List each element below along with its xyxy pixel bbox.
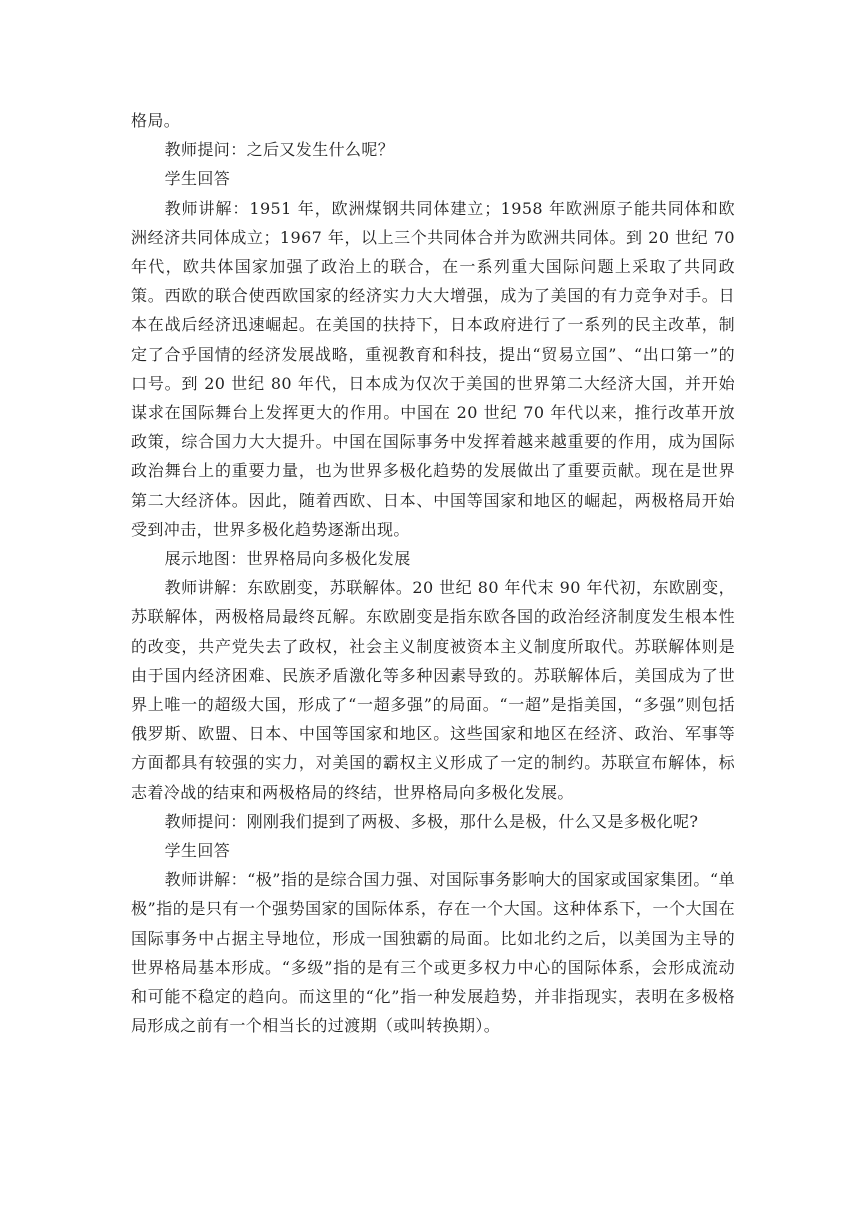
paragraph-student-answer-1: 学生回答: [164, 169, 231, 189]
paragraph-teacher-explanation-3: 教师讲解：“极”指的是综合国力强、对国际事务影响大的国家或国家集团。“单极”指的是只有一个强势国家的国际体系，存在一个大国。这种体系下，一个大国在国际事务中占据主导地位，形成一国独霸的局面。比如北约之后，以美国为主导的世界格局基本形成。“多级”指的是有三个或更多权力中心的国际体系，会形成流动和可能不稳定的趋向。而这里的“化”指一种发展趋势，并非指现实，表明在多极格局形成之前有一个相当长的过渡期（或叫转换期）。: [131, 870, 735, 1036]
paragraph-teacher-explanation-2: 教师讲解：东欧剧变，苏联解体。20 世纪 80 年代末 90 年代初，东欧剧变，苏联解体，两极格局最终瓦解。东欧剧变是指东欧各国的政治经济制度发生根本性的改变，共产党失去了政权，社会主义制度被资本主义制度所取代。苏联解体则是由于国内经济困难、民族矛盾激化等多种因素导致的。苏联解体后，美国成为了世界上唯一的超级大国，形成了“一超多强”的局面。“一超”是指美国，“多强”则包括俄罗斯、欧盟、日本、中国等国家和地区。这些国家和地区在经济、政治、军事等方面都具有较强的实力，对美国的霸权主义形成了一定的制约。苏联宣布解体，标志着冷战的结束和两极格局的终结，世界格局向多极化发展。: [131, 578, 735, 802]
paragraph-teacher-question-1: 教师提问：之后又发生什么呢？: [164, 140, 395, 160]
paragraph-map-display: 展示地图：世界格局向多极化发展: [164, 549, 411, 569]
paragraph-teacher-question-2: 教师提问：刚刚我们提到了两极、多极，那什么是极，什么又是多极化呢?: [164, 811, 699, 831]
document-body: [131, 106, 735, 1041]
paragraph-continuation: 格局。: [131, 111, 181, 130]
paragraph-student-answer-2: 学生回答: [164, 841, 231, 861]
paragraph-teacher-explanation-1: 教师讲解：1951 年，欧洲煤钢共同体建立；1958 年欧洲原子能共同体和欧洲经济共同体成立；1967 年，以上三个共同体合并为欧洲共同体。到 20 世纪 70 年代，欧共体国家加强了政治上的联合，在一系列重大国际问题上采取了共同政策。西欧的联合使西欧国家的经济实力大大增强，成为了美国的有力竞争对手。日本在战后经济迅速崛起。在美国的扶持下，日本政府进行了一系列的民主改革，制定了合乎国情的经济发展战略，重视教育和科技，提出“贸易立国”、“出口第一”的口号。到 20 世纪 80 年代，日本成为仅次于美国的世界第二大经济大国，并开始谋求在国际舞台上发挥更大的作用。中国在 20 世纪 70 年代以来，推行改革开放政策，综合国力大大提升。中国在国际事务中发挥着越来越重要的作用，成为国际政治舞台上的重要力量，也为世界多极化趋势的发展做出了重要贡献。现在是世界第二大经济体。因此，随着西欧、日本、中国等国家和地区的崛起，两极格局开始受到冲击，世界多极化趋势逐渐出现。: [131, 198, 735, 539]
